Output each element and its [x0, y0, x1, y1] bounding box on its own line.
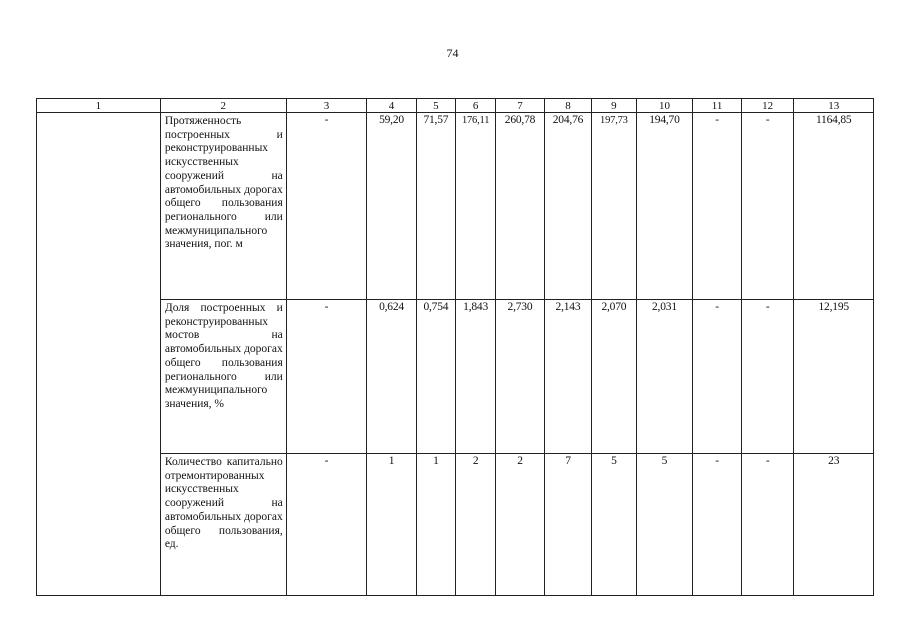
- table-row: [37, 300, 874, 454]
- header-cell: 2: [160, 99, 286, 113]
- value-cell: 7: [544, 454, 591, 596]
- value-cell: 260,78: [496, 113, 545, 300]
- value-cell: 2,070: [592, 300, 636, 454]
- header-cell: 7: [496, 99, 545, 113]
- header-cell: 3: [286, 99, 367, 113]
- value-cell: 2,730: [496, 300, 545, 454]
- value-cell: 59,20: [367, 113, 417, 300]
- table-row: [37, 454, 874, 596]
- header-cell: 11: [693, 99, 742, 113]
- value-cell: 1164,85: [794, 113, 874, 300]
- header-cell: 10: [636, 99, 693, 113]
- value-cell: -: [286, 113, 367, 300]
- value-cell: -: [741, 113, 794, 300]
- indicator-name: Протяженность построенных и реконструированных искусственных сооружений на автомобильных дорогах общего пользования регионального или межмуниципального значения, пог. м: [160, 113, 286, 300]
- value-cell: 5: [636, 454, 693, 596]
- header-cell: 1: [37, 99, 161, 113]
- value-cell: -: [693, 113, 742, 300]
- value-cell: 197,73: [592, 113, 636, 300]
- value-cell: 23: [794, 454, 874, 596]
- value-cell: -: [741, 454, 794, 596]
- value-cell: 5: [592, 454, 636, 596]
- header-cell: 4: [367, 99, 417, 113]
- value-cell: 2,031: [636, 300, 693, 454]
- value-cell: 0,754: [416, 300, 455, 454]
- header-cell: 8: [544, 99, 591, 113]
- header-row: [37, 99, 874, 113]
- value-cell: 204,76: [544, 113, 591, 300]
- value-cell: 1,843: [455, 300, 495, 454]
- empty-cell: [37, 300, 161, 454]
- value-cell: 2,143: [544, 300, 591, 454]
- empty-cell: [37, 454, 161, 596]
- table-row: [37, 113, 874, 300]
- value-cell: 0,624: [367, 300, 417, 454]
- header-cell: 6: [455, 99, 495, 113]
- value-cell: 1: [367, 454, 417, 596]
- value-cell: 12,195: [794, 300, 874, 454]
- page-number: 74: [446, 46, 459, 60]
- value-cell: 2: [496, 454, 545, 596]
- value-cell: 176,11: [455, 113, 495, 300]
- value-cell: 1: [416, 454, 455, 596]
- value-cell: 71,57: [416, 113, 455, 300]
- value-cell: 2: [455, 454, 495, 596]
- value-cell: -: [286, 300, 367, 454]
- data-table: [36, 98, 874, 596]
- empty-cell: [37, 113, 161, 300]
- value-cell: 194,70: [636, 113, 693, 300]
- header-cell: 9: [592, 99, 636, 113]
- value-cell: -: [693, 454, 742, 596]
- value-cell: -: [693, 300, 742, 454]
- header-cell: 13: [794, 99, 874, 113]
- value-cell: -: [741, 300, 794, 454]
- indicator-name: Доля построенных и реконструированных мостов на автомобильных дорогах общего пользования регионального или межмуниципального значения, %: [160, 300, 286, 454]
- indicator-name: Количество капитально отремонтированных искусственных сооружений на автомобильных дорогах общего пользования, ед.: [160, 454, 286, 596]
- value-cell: -: [286, 454, 367, 596]
- header-cell: 12: [741, 99, 794, 113]
- header-cell: 5: [416, 99, 455, 113]
